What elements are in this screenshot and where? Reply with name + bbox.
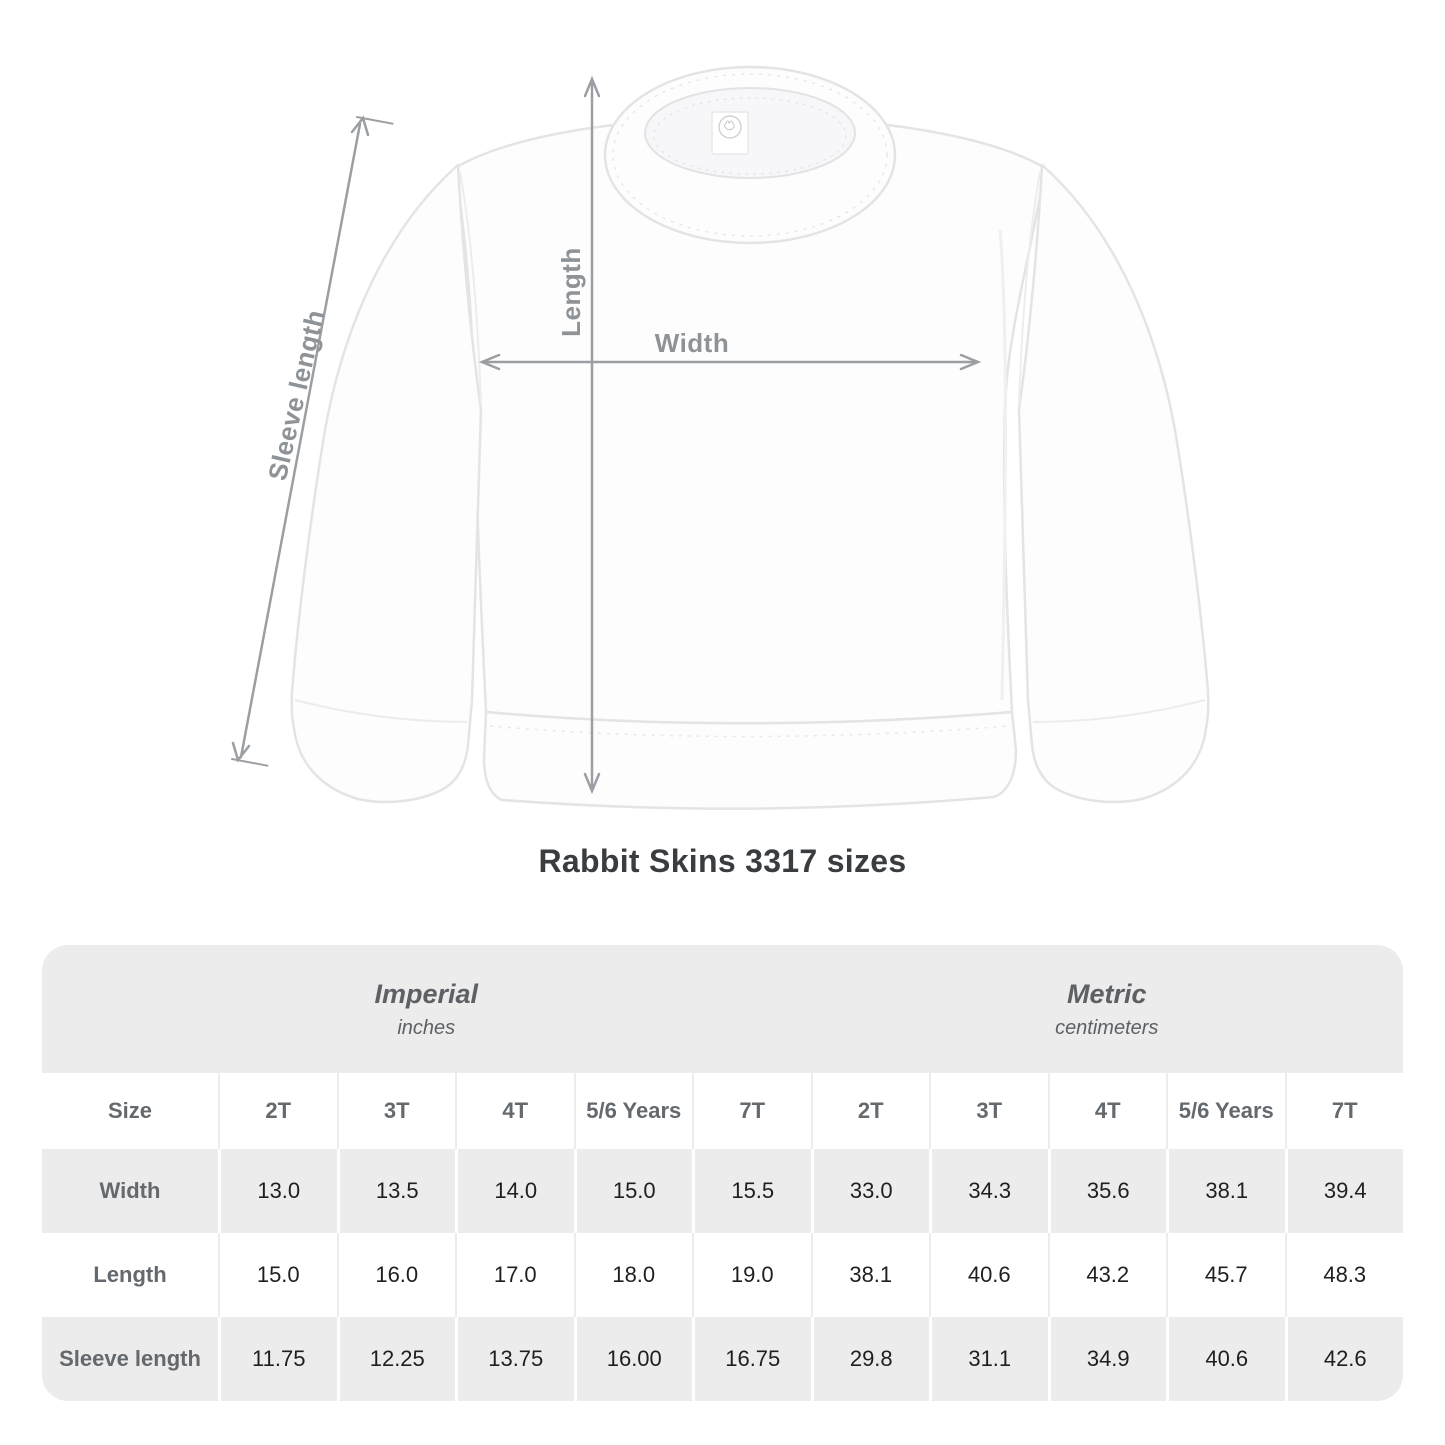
length-imperial-2t: 15.0 [218, 1233, 337, 1317]
sleeve-metric-7t: 42.6 [1285, 1317, 1404, 1401]
length-metric-7t: 48.3 [1285, 1233, 1404, 1317]
metric-unit: centimeters [1055, 1016, 1159, 1039]
column-header-row [42, 1073, 1403, 1149]
sleeve-metric-2t: 29.8 [811, 1317, 930, 1401]
table-row-width [42, 1149, 1403, 1233]
col-header-metric-2t: 2T [811, 1073, 930, 1149]
row-label: Length [93, 1262, 167, 1287]
width-metric-2t: 33.0 [811, 1149, 930, 1233]
table-row-sleeve-length [42, 1317, 1403, 1401]
width-imperial-3t: 13.5 [337, 1149, 456, 1233]
col-header-metric-3t: 3T [929, 1073, 1048, 1149]
col-header-imperial-56y: 5/6 Years [574, 1073, 693, 1149]
imperial-header [42, 945, 811, 1073]
width-imperial-56y: 15.0 [574, 1149, 693, 1233]
width-metric-3t: 34.3 [929, 1149, 1048, 1233]
length-imperial-7t: 19.0 [692, 1233, 811, 1317]
length-label: Length [556, 247, 586, 337]
neck-label [712, 112, 748, 154]
size-table [42, 945, 1403, 1401]
row-label: Width [99, 1178, 161, 1203]
width-metric-7t: 39.4 [1285, 1149, 1404, 1233]
length-metric-3t: 40.6 [929, 1233, 1048, 1317]
collar [605, 67, 895, 243]
sleeve-imperial-3t: 12.25 [337, 1317, 456, 1401]
width-imperial-4t: 14.0 [455, 1149, 574, 1233]
table-row-length [42, 1233, 1403, 1317]
col-header-imperial-7t: 7T [692, 1073, 811, 1149]
length-imperial-4t: 17.0 [455, 1233, 574, 1317]
lower-tick [232, 759, 268, 766]
width-metric-4t: 35.6 [1048, 1149, 1167, 1233]
size-column-header: Size [107, 1098, 153, 1123]
page-title: Rabbit Skins 3317 sizes [538, 843, 907, 879]
col-header-imperial-2t: 2T [218, 1073, 337, 1149]
imperial-unit: inches [397, 1016, 456, 1039]
col-header-metric-4t: 4T [1048, 1073, 1167, 1149]
col-header-imperial-3t: 3T [337, 1073, 456, 1149]
sleeve-length-label: Sleeve length [262, 306, 331, 484]
imperial-title: Imperial [374, 978, 479, 1009]
length-metric-2t: 38.1 [811, 1233, 930, 1317]
length-imperial-56y: 18.0 [574, 1233, 693, 1317]
col-header-imperial-4t: 4T [455, 1073, 574, 1149]
length-metric-4t: 43.2 [1048, 1233, 1167, 1317]
sleeve-metric-56y: 40.6 [1166, 1317, 1285, 1401]
unit-band [42, 945, 1403, 1073]
metric-header [811, 945, 1404, 1073]
width-imperial-2t: 13.0 [218, 1149, 337, 1233]
col-header-metric-7t: 7T [1285, 1073, 1404, 1149]
width-label: Width [654, 328, 730, 358]
row-label: Sleeve length [59, 1346, 201, 1371]
sleeve-metric-3t: 31.1 [929, 1317, 1048, 1401]
length-metric-56y: 45.7 [1166, 1233, 1285, 1317]
sleeve-imperial-7t: 16.75 [692, 1317, 811, 1401]
metric-title: Metric [1066, 978, 1147, 1009]
sleeve-imperial-56y: 16.00 [574, 1317, 693, 1401]
width-imperial-7t: 15.5 [692, 1149, 811, 1233]
sleeve-metric-4t: 34.9 [1048, 1317, 1167, 1401]
col-header-metric-56y: 5/6 Years [1166, 1073, 1285, 1149]
sleeve-imperial-4t: 13.75 [455, 1317, 574, 1401]
waistband [484, 712, 1016, 809]
sleeve-imperial-2t: 11.75 [218, 1317, 337, 1401]
length-imperial-3t: 16.0 [337, 1233, 456, 1317]
width-metric-56y: 38.1 [1166, 1149, 1285, 1233]
